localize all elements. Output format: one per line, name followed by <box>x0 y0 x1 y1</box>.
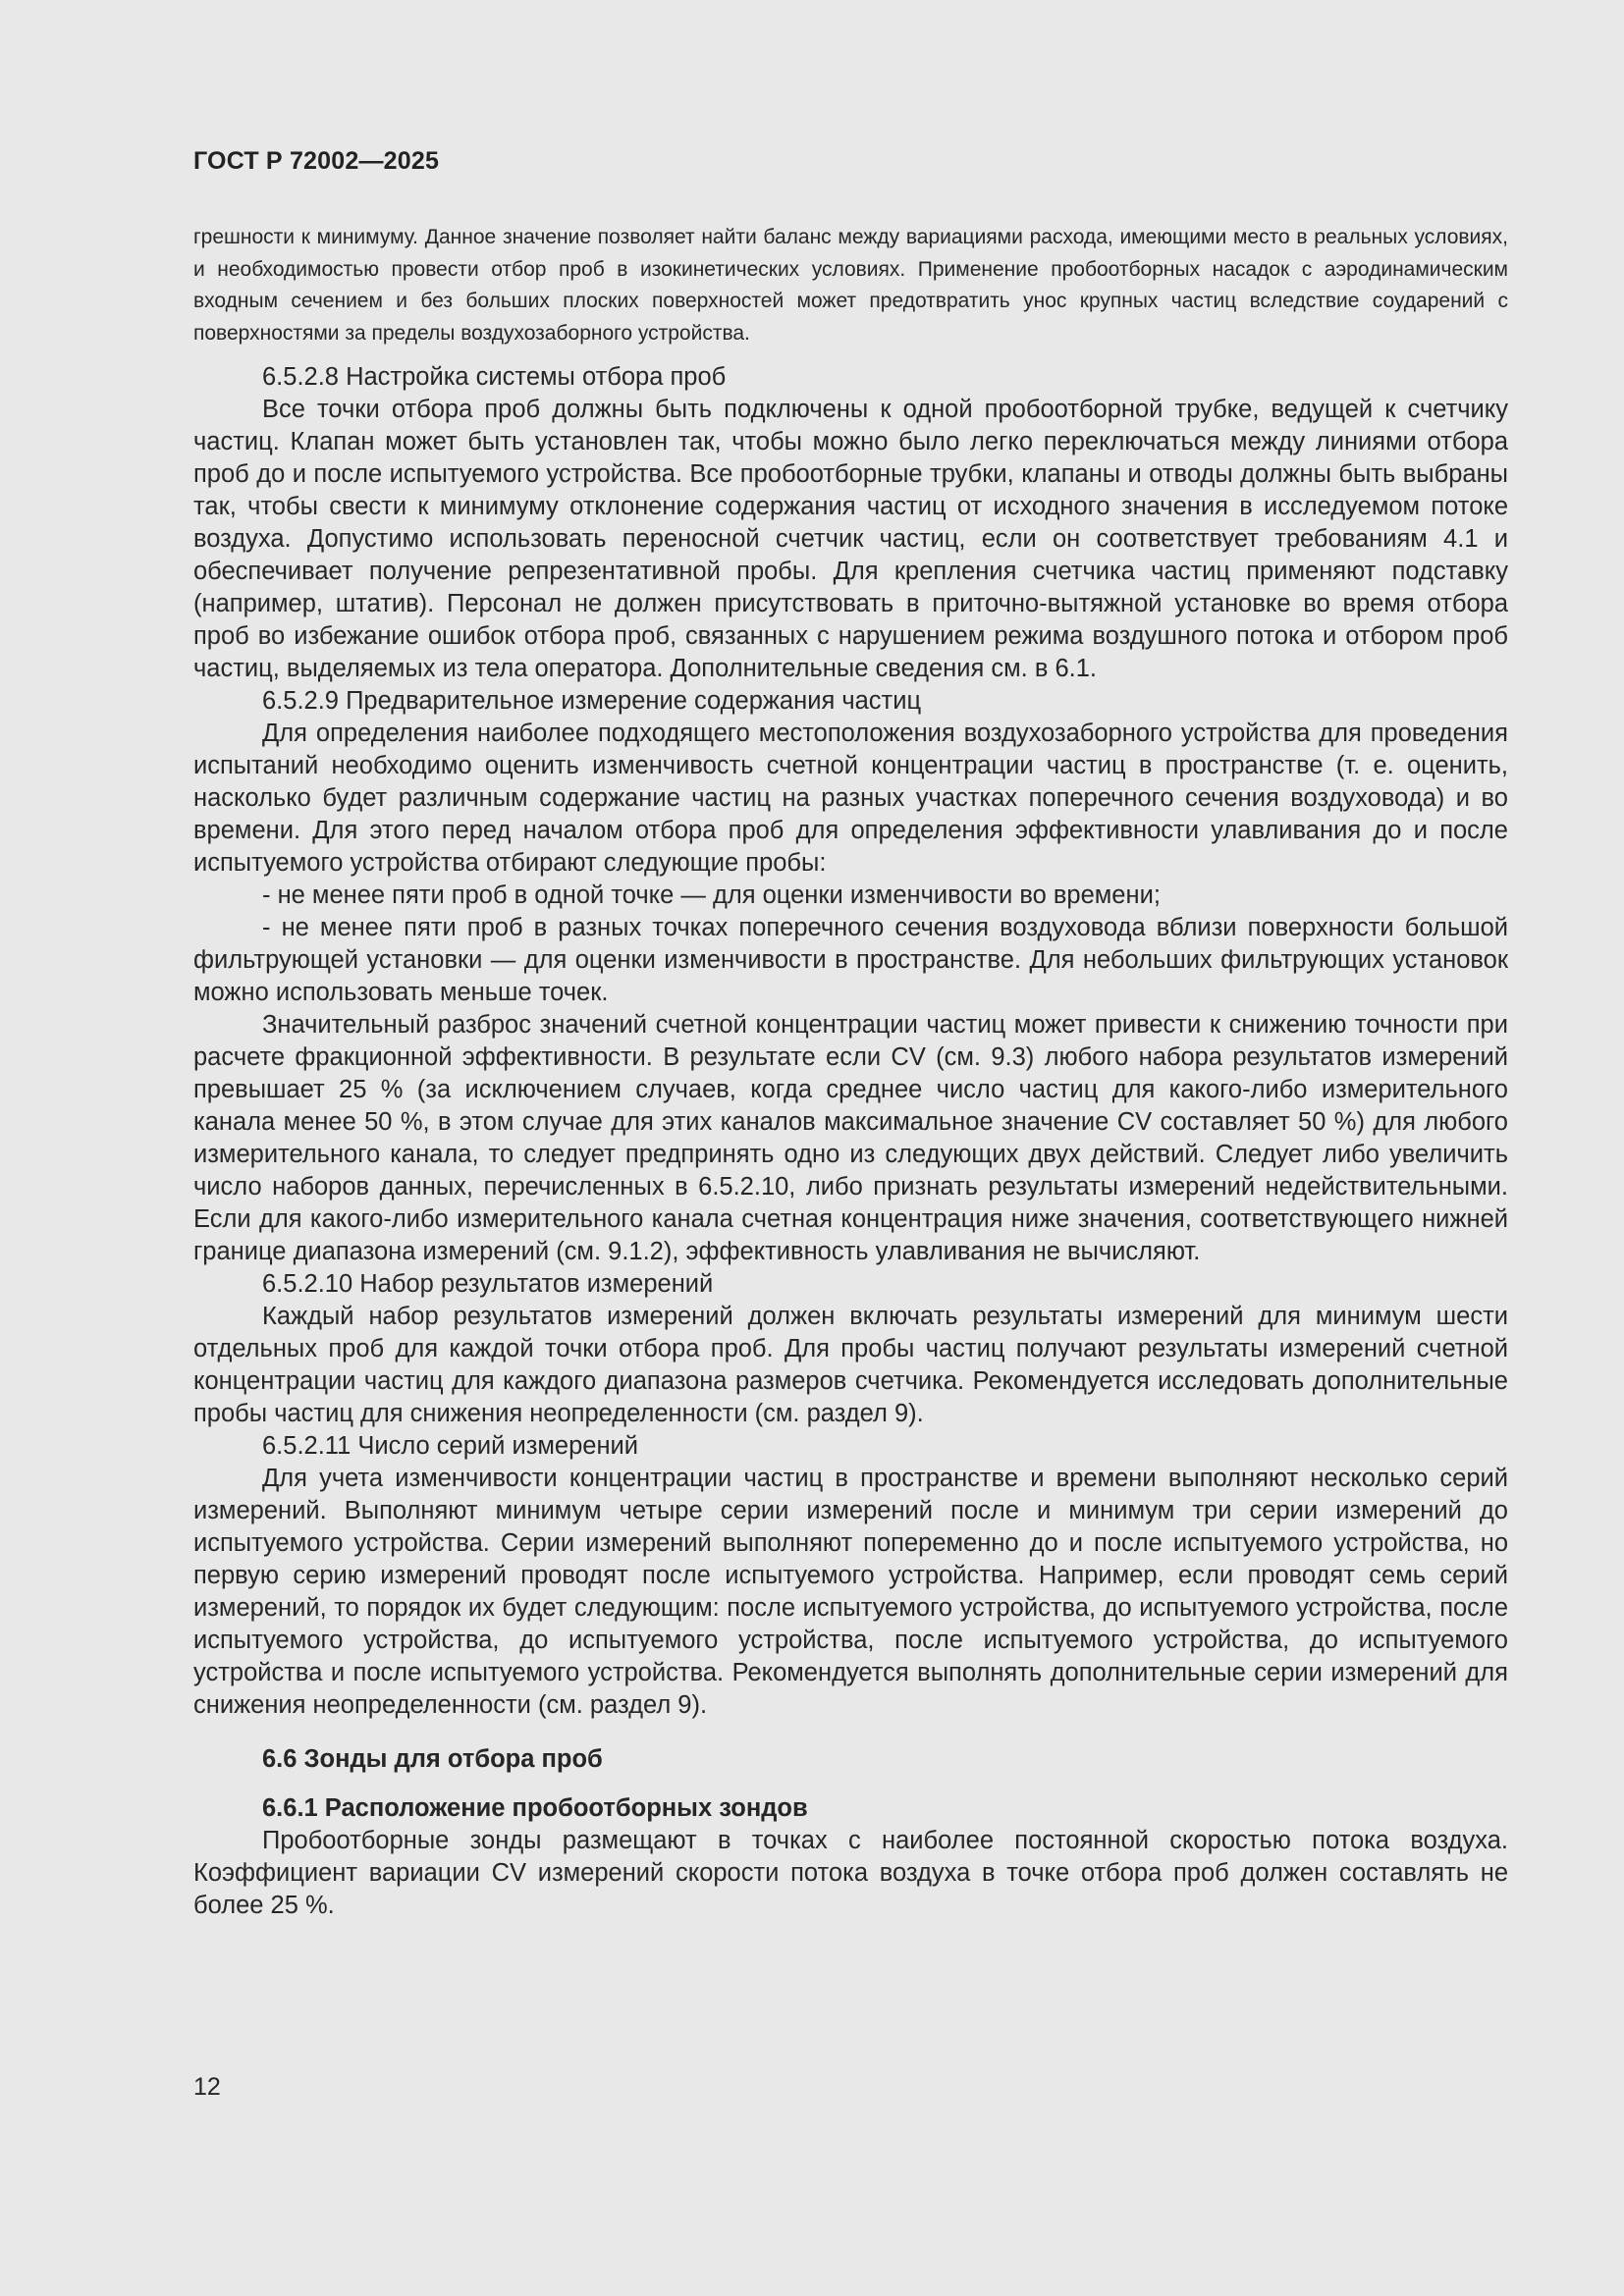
section-6-5-2-8-text: Все точки отбора проб должны быть подключены к одной пробоотборной трубке, ведущей к счетчику частиц. Клапан может быть установлен так, чтобы можно было легко переключаться между линиями отбора проб до и после испытуемого устройства. Все пробоотборные трубки, клапаны и отводы должны быть выбраны так, чтобы свести к минимуму отклонение содержания частиц от исходного значения в исследуемом потоке воздуха. Допустимо использовать переносной счетчик частиц, если он соответствует требованиям 4.1 и обеспечивает получение репрезентативной пробы. Для крепления счетчика частиц применяют подставку (например, штатив). Персонал не должен присутствовать в приточно-вытяжной установке во время отбора проб во избежание ошибок отбора проб, связанных с нарушением режима воздушного потока и отбором проб частиц, выделяемых из тела оператора. Дополнительные сведения см. в 6.1. <box>193 396 1508 682</box>
section-6-5-2-10-title: 6.5.2.10 Набор результатов измерений <box>262 1270 714 1298</box>
section-6-5-2-11-text: Для учета изменчивости концентрации частиц в пространстве и времени выполняют несколько серий измерений. Выполняют минимум четыре серии измерений после и минимум три серии измерений до испытуемого устройства. Серии измерений выполняют попеременно до и после испытуемого устройства, но первую серию измерений проводят после испытуемого устройства. Например, если проводят семь серий измерений, то порядок их будет следующим: после испытуемого устройства, до испытуемого устройства, после испытуемого устройства, до испытуемого устройства, после испытуемого устройства, до испытуемого устройства и после испытуемого устройства. Рекомендуется выполнять дополнительные серии измерений для снижения неопределенности (см. раздел 9). <box>193 1465 1508 1719</box>
intro-paragraph: грешности к минимуму. Данное значение позволяет найти баланс между вариациями расхода, имеющими место в реальных условиях, и необходимостью провести отбор проб в изокинетических условиях. Применение пробоотборных насадок с аэродинамическим входным сечением и без больших плоских поверхностей может предотвратить унос крупных частиц вследствие соударений с поверхностями за пределы воздухозаборного устройства. <box>193 226 1508 345</box>
document-code-header: ГОСТ Р 72002—2025 <box>193 147 440 175</box>
section-6-5-2-11-title: 6.5.2.11 Число серий измерений <box>262 1432 639 1460</box>
section-6-5-2-10-text: Каждый набор результатов измерений должен включать результаты измерений для минимум шести отдельных проб для каждой точки отбора проб. Для пробы частиц получают результаты измерений счетной концентрации частиц для каждого диапазона размеров счетчика. Рекомендуется исследовать дополнительные пробы частиц для снижения неопределенности (см. раздел 9). <box>193 1303 1508 1427</box>
section-6-6-1-text: Пробоотборные зонды размещают в точках с наиболее постоянной скоростью потока воздуха. Коэффициент вариации CV измерений скорости потока воздуха в точке отбора проб должен составлять не более 25 %. <box>193 1827 1508 1919</box>
section-6-5-2-9-text: Для определения наиболее подходящего местоположения воздухозаборного устройства для проведения испытаний необходимо оценить изменчивость счетной концентрации частиц в пространстве (т. е. оценить, насколько будет различным содержание частиц на разных участках поперечного сечения воздуховода) и во времени. Для этого перед началом отбора проб для определения эффективности улавливания до и после испытуемого устройства отбирают следующие пробы: <box>193 720 1508 877</box>
list-item: - не менее пяти проб в одной точке — для оценки изменчивости во времени; <box>262 881 1161 909</box>
page-number: 12 <box>193 2073 221 2101</box>
section-6-5-2-8-title: 6.5.2.8 Настройка системы отбора проб <box>262 363 727 391</box>
section-6-6-title: 6.6 Зонды для отбора проб <box>262 1745 603 1773</box>
page-content <box>193 222 1508 1922</box>
section-6-5-2-9-text-2: Значительный разброс значений счетной концентрации частиц может привести к снижению точности при расчете фракционной эффективности. В результате если CV (см. 9.3) любого набора результатов измерений превышает 25 % (за исключением случаев, когда среднее число частиц для какого-либо измерительного канала менее 50 %, в этом случае для этих каналов максимальное значение CV составляет 50 %) для любого измерительного канала, то следует предпринять одно из следующих двух действий. Следует либо увеличить число наборов данных, перечисленных в 6.5.2.10, либо признать результаты измерений недействительными. Если для какого-либо измерительного канала счетная концентрация ниже значения, соответствующего нижней границе диапазона измерений (см. 9.1.2), эффективность улавливания не вычисляют. <box>193 1011 1508 1265</box>
list-item: - не менее пяти проб в разных точках поперечного сечения воздуховода вблизи поверхности большой фильтрующей установки — для оценки изменчивости в пространстве. Для небольших фильтрующих установок можно использовать меньше точек. <box>193 914 1508 1006</box>
section-6-6-1-title: 6.6.1 Расположение пробоотборных зондов <box>262 1794 808 1822</box>
section-6-5-2-9-title: 6.5.2.9 Предварительное измерение содержания частиц <box>262 687 922 715</box>
